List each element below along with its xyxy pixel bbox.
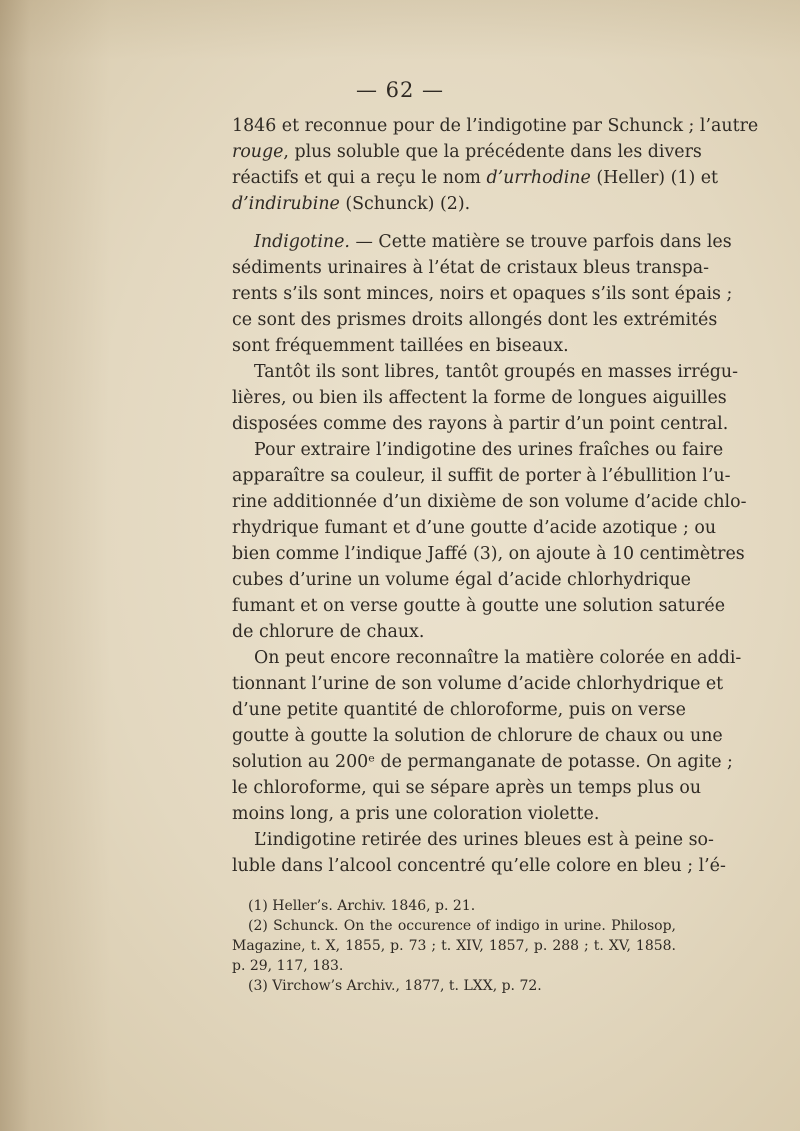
text-line: lières, ou bien ils affectent la forme de longues aiguilles	[232, 388, 727, 408]
text-line: de chlorure de chaux.	[232, 622, 425, 642]
text-line: rine additionnée d’un dixième de son volume d’acide chlo-	[232, 492, 747, 512]
text-span: — Cette matière se trouve parfois dans les	[349, 232, 732, 252]
footnote: p. 29, 117, 183.	[232, 958, 344, 974]
text-line: fumant et on verse goutte à goutte une solution saturée	[232, 596, 725, 616]
text-line: sont fréquemment taillées en biseaux.	[232, 336, 569, 356]
italic-term: rouge	[232, 142, 284, 162]
text-line	[232, 165, 719, 191]
text-line: apparaître sa couleur, il suffit de porter à l’ébullition l’u-	[232, 466, 731, 486]
text-line: luble dans l’alcool concentré qu’elle colore en bleu ; l’é-	[232, 856, 726, 876]
text-line	[232, 191, 676, 217]
text-line: rents s’ils sont minces, noirs et opaques s’ils sont épais ;	[232, 284, 733, 304]
text-line: bien comme l’indique Jaffé (3), on ajoute à 10 centimètres	[232, 544, 745, 564]
text-line	[232, 139, 702, 165]
footnote: (3) Virchow’s Archiv., 1877, t. LXX, p. 72.	[248, 978, 542, 994]
footnote: Magazine, t. X, 1855, p. 73 ; t. XIV, 1857, p. 288 ; t. XV, 1858.	[232, 938, 676, 954]
text-line: disposées comme des rayons à partir d’un point central.	[232, 414, 729, 434]
text-line: le chloroforme, qui se sépare après un temps plus ou	[232, 778, 702, 798]
section-heading: Indigotine.	[254, 232, 350, 252]
text-line: L’indigotine retirée des urines bleues est à peine so-	[254, 830, 714, 850]
text-line: tionnant l’urine de son volume d’acide chlorhydrique et	[232, 674, 724, 694]
text-line	[254, 229, 732, 255]
text-line: 1846 et reconnue pour de l’indigotine par Schunck ; l’autre	[232, 116, 759, 136]
text-line: solution au 200ᵉ de permanganate de potasse. On agite ;	[232, 752, 733, 772]
text-span: (Schunck) (2).	[339, 194, 471, 214]
text-line: sédiments urinaires à l’état de cristaux bleus transpa-	[232, 258, 709, 278]
text-line: goutte à goutte la solution de chlorure de chaux ou une	[232, 726, 723, 746]
text-line: d’une petite quantité de chloroforme, puis on verse	[232, 700, 686, 720]
text-line: Pour extraire l’indigotine des urines fraîches ou faire	[254, 440, 724, 460]
text-line: On peut encore reconnaître la matière colorée en addi-	[254, 648, 742, 668]
page-number: — 62 —	[355, 78, 445, 102]
text-line: ce sont des prismes droits allongés dont les extrémités	[232, 310, 718, 330]
italic-term: d’urrhodine	[486, 168, 591, 188]
text-line: moins long, a pris une coloration violette.	[232, 804, 600, 824]
text-line: rhydrique fumant et d’une goutte d’acide azotique ; ou	[232, 518, 717, 538]
text-line: cubes d’urine un volume égal d’acide chlorhydrique	[232, 570, 691, 590]
italic-term: d’indirubine	[232, 194, 340, 214]
footnote: (1) Heller’s. Archiv. 1846, p. 21.	[248, 898, 476, 914]
text-span: réactifs et qui a reçu le nom	[232, 168, 487, 188]
text-line: Tantôt ils sont libres, tantôt groupés en masses irrégu-	[254, 362, 739, 382]
text-span: (Heller) (1) et	[590, 168, 719, 188]
text-span: , plus soluble que la précédente dans les divers	[283, 142, 702, 162]
footnote: (2) Schunck. On the occurence of indigo in urine. Philosop,	[248, 918, 676, 934]
